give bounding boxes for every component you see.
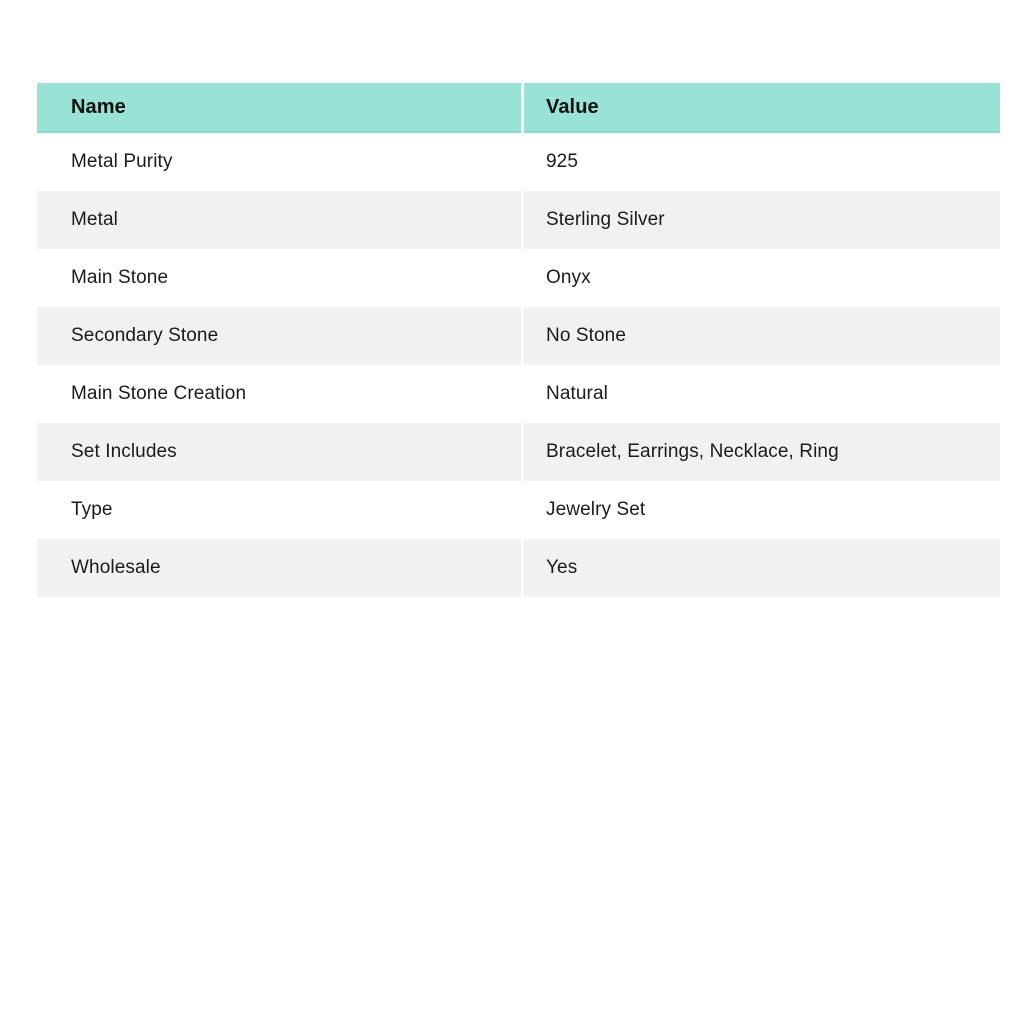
table-row	[37, 423, 1000, 481]
table-row	[37, 365, 1000, 423]
attribute-value-cell: No Stone	[524, 307, 1000, 365]
attribute-value-cell: Jewelry Set	[524, 481, 1000, 539]
attribute-name-cell: Main Stone	[37, 249, 521, 307]
attribute-value-cell: Sterling Silver	[524, 191, 1000, 249]
table-row	[37, 133, 1000, 191]
table-row	[37, 249, 1000, 307]
attribute-name-cell: Secondary Stone	[37, 307, 521, 365]
column-header-value: Value	[524, 83, 1000, 133]
table-row	[37, 191, 1000, 249]
attribute-name-cell: Wholesale	[37, 539, 521, 597]
attribute-name-cell: Main Stone Creation	[37, 365, 521, 423]
column-header-name: Name	[37, 83, 521, 133]
attribute-name-cell: Metal Purity	[37, 133, 521, 191]
table-row	[37, 307, 1000, 365]
table-row	[37, 481, 1000, 539]
table-header-row	[37, 83, 1000, 133]
attribute-value-cell: Natural	[524, 365, 1000, 423]
attribute-name-cell: Metal	[37, 191, 521, 249]
attribute-value-cell: 925	[524, 133, 1000, 191]
item-specifics-table	[37, 83, 1000, 597]
attribute-value-cell: Yes	[524, 539, 1000, 597]
attribute-value-cell: Onyx	[524, 249, 1000, 307]
attribute-name-cell: Type	[37, 481, 521, 539]
table-row	[37, 539, 1000, 597]
attribute-name-cell: Set Includes	[37, 423, 521, 481]
attribute-value-cell: Bracelet, Earrings, Necklace, Ring	[524, 423, 1000, 481]
